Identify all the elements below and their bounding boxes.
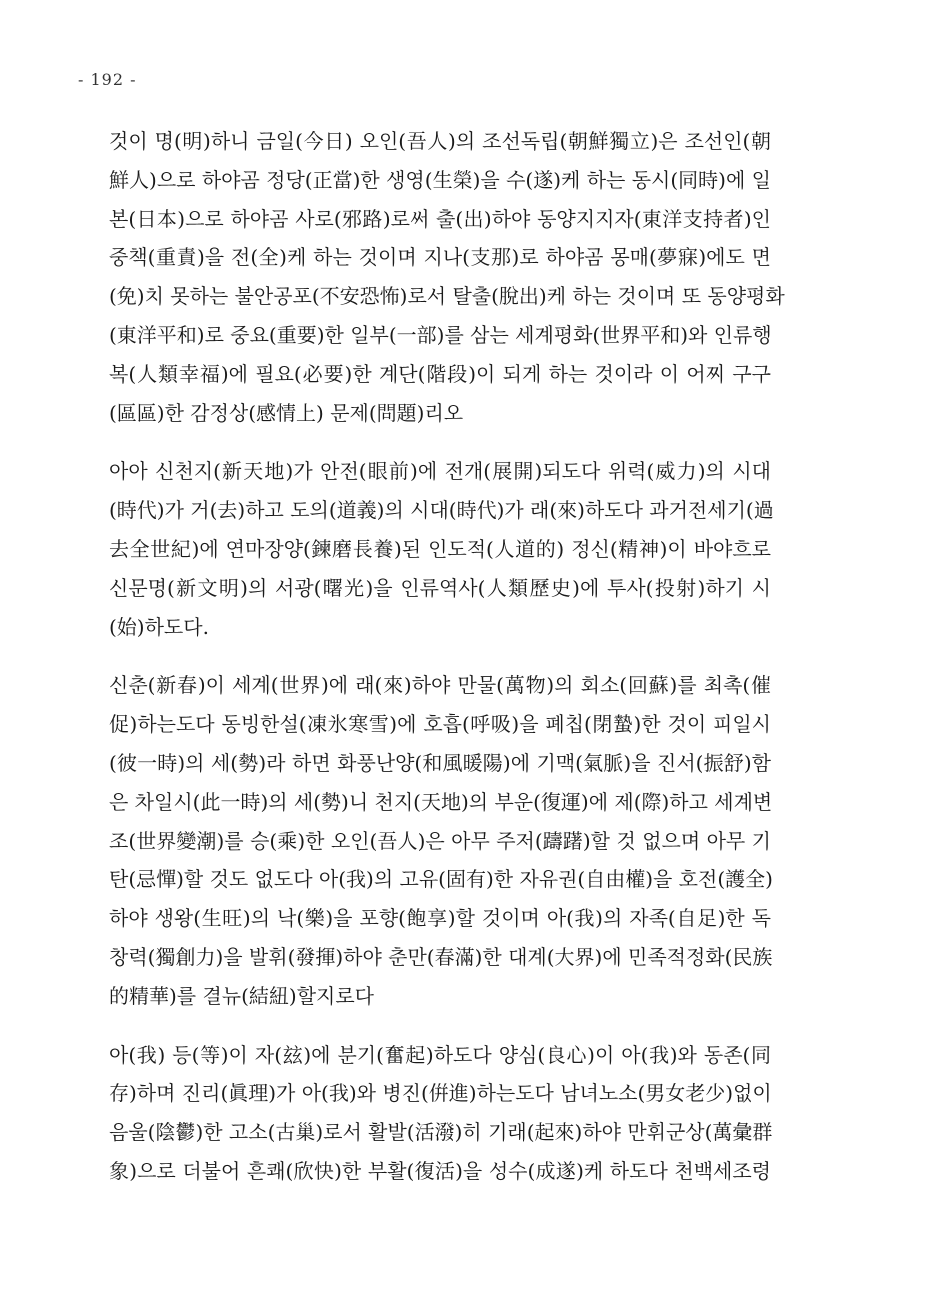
paragraph-4	[109, 1036, 771, 1191]
text-line: 신춘(新春)이 세계(世界)에 래(來)하야 만물(萬物)의 회소(回蘇)를 최촉(催	[109, 673, 771, 698]
text-line: 중책(重責)을 전(全)케 하는 것이며 지나(支那)로 하야곰 몽매(夢寐)에도 면	[109, 245, 771, 270]
text-line: (時代)가 거(去)하고 도의(道義)의 시대(時代)가 래(來)하도다 과거전세기(過	[109, 498, 774, 523]
text-line: (東洋平和)로 중요(重要)한 일부(一部)를 삼는 세계평화(世界平和)와 인류행	[109, 322, 772, 347]
text-line: 하야 생왕(生旺)의 낙(樂)을 포향(飽享)할 것이며 아(我)의 자족(自足)한 독	[109, 906, 771, 931]
text-line: 조(世界變潮)를 승(乘)한 오인(吾人)은 아무 주저(躊躇)할 것 없으며 아무 기	[109, 828, 771, 853]
text-line: 鮮人)으로 하야곰 정당(正當)한 생영(生榮)을 수(遂)케 하는 동시(同時)에 일	[109, 167, 771, 192]
text-line: (免)치 못하는 불안공포(不安恐怖)로서 탈출(脫出)케 하는 것이며 또 동양평화	[109, 284, 785, 309]
text-line: 신문명(新文明)의 서광(曙光)을 인류역사(人類歷史)에 투사(投射)하기 시	[109, 575, 771, 600]
paragraph-2	[109, 452, 774, 646]
text-line: 象)으로 더불어 흔쾌(欣快)한 부활(復活)을 성수(成遂)케 하도다 천백세조령	[109, 1158, 771, 1183]
text-line: 본(日本)으로 하야곰 사로(邪路)로써 출(出)하야 동양지지자(東洋支持者)인	[109, 206, 771, 231]
paragraph-1	[109, 122, 785, 432]
text-line: 음울(陰鬱)한 고소(古巢)로서 활발(活潑)히 기래(起來)하야 만휘군상(萬彙群	[109, 1120, 773, 1145]
paragraph-3	[109, 666, 771, 1015]
text-line: 탄(忌憚)할 것도 없도다 아(我)의 고유(固有)한 자유권(自由權)을 호전(護全)	[109, 867, 773, 892]
text-line: 去全世紀)에 연마장양(鍊磨長養)된 인도적(人道的) 정신(精神)이 바야흐로	[109, 536, 771, 561]
text-line: 아(我) 등(等)이 자(玆)에 분기(奮起)하도다 양심(良心)이 아(我)와 동존(同	[109, 1042, 771, 1067]
text-line: 은 차일시(此一時)의 세(勢)니 천지(天地)의 부운(復運)에 제(際)하고 세계변	[109, 789, 773, 814]
text-line: 促)하는도다 동빙한설(凍氷寒雪)에 호흡(呼吸)을 폐칩(閉蟄)한 것이 피일시	[109, 712, 771, 737]
text-line: 的精華)를 결뉴(結紐)할지로다	[109, 983, 375, 1008]
text-line: (區區)한 감정상(感情上) 문제(問題)리오	[109, 400, 464, 425]
document-body	[109, 122, 785, 1211]
text-line: (始)하도다.	[109, 614, 209, 639]
text-line: 복(人類幸福)에 필요(必要)한 계단(階段)이 되게 하는 것이라 이 어찌 구구	[109, 361, 771, 386]
text-line: 아아 신천지(新天地)가 안전(眼前)에 전개(展開)되도다 위력(威力)의 시대	[109, 459, 771, 484]
page-number: - 192 -	[78, 70, 137, 89]
text-line: 창력(獨創力)을 발휘(發揮)하야 춘만(春滿)한 대계(大界)에 민족적정화(民族	[109, 944, 773, 969]
text-line: 것이 명(明)하니 금일(今日) 오인(吾人)의 조선독립(朝鮮獨立)은 조선인(朝	[109, 129, 771, 153]
text-line: 存)하며 진리(眞理)가 아(我)와 병진(倂進)하는도다 남녀노소(男女老少)없이	[109, 1081, 772, 1106]
text-line: (彼一時)의 세(勢)라 하면 화풍난양(和風暖陽)에 기맥(氣脈)을 진서(振舒)함	[109, 750, 771, 775]
